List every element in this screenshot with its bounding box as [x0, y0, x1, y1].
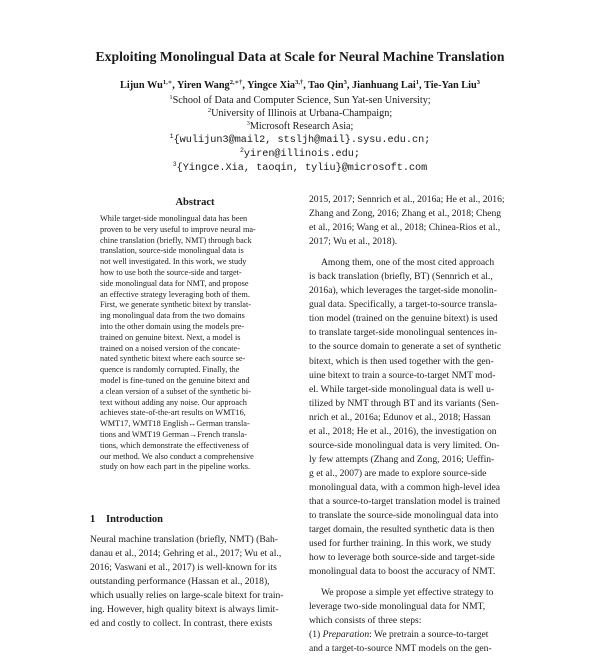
text-line: a clean version of a subset of the synthetic bi-	[100, 386, 251, 396]
text-line: Neural machine translation (briefly, NMT) (Bah-	[90, 534, 278, 545]
text-line: ing monolingual data from the two domains	[100, 311, 245, 321]
text-line: gual data. Specifically, a target-to-source transla-	[309, 299, 498, 311]
email-line-2: $^2$yiren@illinois.edu;	[239, 147, 361, 160]
text-line: 2015, 2017; Sennrich et al., 2016a; He et al., 2016;	[309, 194, 505, 205]
text-line: Among them, one of the most cited approach	[321, 257, 495, 269]
text-line: and a target-to-source NMT models on the gen-	[309, 643, 492, 655]
author-name: Tao Qin	[308, 80, 344, 91]
text-line: outstanding performance (Hassan et al., 2018),	[90, 576, 270, 588]
text-line: into the other domain using the models pre-	[100, 321, 245, 331]
introduction-body	[90, 533, 300, 631]
text-line: nated synthetic bitext where each source se-	[100, 354, 246, 364]
author-affiliation-mark: 3,†	[295, 79, 304, 86]
text-line: tions and WMT19 German→French transla-	[100, 429, 247, 439]
text-line: tion model (trained on the genuine bitext) is used	[309, 313, 498, 325]
text-line: quence is randomly corrupted. Finally, the	[100, 365, 240, 375]
affiliation-1: $^1$School of Data and Computer Science, Sun Yat-sen University;	[169, 94, 431, 106]
text-line: g et al., 2007) are made to explore source-side	[309, 467, 487, 479]
email-line-3: $^3${Yingce.Xia, taoqin, tyliu}@microsoft.com	[172, 161, 428, 174]
text-line: how to leverage both source-side and target-side	[309, 552, 495, 564]
author-affiliation-mark: 3	[343, 79, 347, 86]
text-line: trained on a noised version of the concate-	[100, 343, 240, 353]
author-name: Jianhuang Lai	[351, 80, 416, 91]
author-affiliation-mark: 1,∗	[162, 79, 173, 86]
text-line: trained on genuine bitext. Next, a model is	[100, 332, 241, 342]
text-line: target domain, the resulted synthetic data is then	[309, 524, 495, 536]
author-name: Yiren Wang	[176, 80, 230, 91]
author-affiliation-mark: 2,∗†	[229, 79, 243, 86]
text-line: text without adding any noise. Our approach	[100, 397, 247, 407]
text-line: achieves state-of-the-art results on WMT16,	[100, 408, 246, 418]
text-line: While target-side monolingual data has been	[100, 214, 248, 223]
text-line: 2017; Wu et al., 2018).	[309, 236, 398, 248]
abstract-heading: Abstract	[175, 197, 215, 208]
text-line: (1) Preparation: We pretrain a source-to-target	[309, 629, 489, 641]
text-line: nrich et al., 2016a; Edunov et al., 2018; Hassan	[309, 411, 491, 423]
author-list: Lijun $Wu^{1,∗}$, Yiren Wang$^{2,∗\dagger}$, Yingce Xia$^{3,\dagger}$, Tao Qin$^3$, Jianhuang Lai$^1$, Tie-Yan Liu$^3$	[119, 79, 481, 91]
author-affiliation-mark: 3	[476, 79, 481, 86]
text-line: not well investigated. In this work, we study	[100, 257, 247, 267]
author-name: Yingce Xia	[247, 80, 296, 91]
affiliation-2: $^2$University of Illinois at Urbana-Champaign;	[207, 107, 393, 119]
text-line: translation, source-side monolingual data is	[100, 246, 244, 256]
text-line: which consists of three steps:	[309, 615, 422, 627]
text-line: proven to be very useful to improve neural ma-	[100, 224, 256, 234]
text-line: ed and costly to collect. In contrast, there exists	[90, 618, 273, 630]
section-heading-introduction: 1 Introduction	[90, 514, 163, 525]
text-line: to translate the source-side monolingual data into	[309, 510, 499, 522]
text-line: source-side monolingual data is very limited. On-	[309, 439, 500, 451]
text-line: our method. We also conduct a comprehensive	[100, 451, 254, 461]
email-line-1: $^1${wulijun3@mail2, stsljh@mail}.sysu.edu.cn;	[169, 133, 431, 146]
text-line: is back translation (briefly, BT) (Sennrich et al.,	[309, 271, 493, 283]
abstract-body	[100, 214, 290, 473]
text-line: tions, which demonstrate the effectiveness of	[100, 440, 249, 450]
text-line: leverage two-side monolingual data for NMT,	[309, 601, 486, 613]
text-line: study on how each part in the pipeline works.	[100, 462, 251, 472]
text-line: WMT17, WMT18 English↔German transla-	[100, 419, 250, 429]
text-line: how to use both the source-side and target-	[100, 267, 242, 277]
text-line: to the source domain to generate a set of synthetic	[309, 341, 502, 353]
text-line: et al., 2016; Wang et al., 2018; Chinea-Rios et al.,	[309, 222, 501, 234]
right-column-body	[309, 193, 520, 657]
text-line: danau et al., 2014; Gehring et al., 2017; Wu et al.,	[90, 548, 282, 560]
text-line: model is fine-tuned on the genuine bitext and	[100, 375, 250, 385]
text-line: Zhang and Zong, 2016; Zhang et al., 2018; Cheng	[309, 208, 502, 220]
text-line: that a source-to-target translation model is trained	[309, 495, 501, 507]
affiliation-3: $^3$Microsoft Research Asia;	[246, 120, 354, 132]
text-line: ing. However, high quality bitext is always limit-	[90, 604, 279, 616]
text-line: monolingual data, with a common high-level idea	[309, 481, 501, 493]
text-line: First, we generate synthetic bitext by translat-	[100, 300, 251, 310]
text-line: uine bitext to train a source-to-target NMT mod-	[309, 369, 496, 381]
text-line: side monolingual data for NMT, and propose	[100, 278, 249, 288]
author-name: Lijun Wu	[119, 80, 163, 91]
text-line: 2016; Vaswani et al., 2017) is well-known for its	[90, 562, 277, 574]
text-line: which usually relies on large-scale bitext for train-	[90, 590, 284, 602]
text-line: tilized by NMT through BT and its variants (Sen-	[309, 397, 499, 409]
paper-title: Exploiting Monolingual Data at Scale for Neural Machine Translation	[95, 49, 505, 64]
text-line: bitext, which is then used together with the gen-	[309, 355, 494, 367]
text-line: to translate target-side monolingual sentences in-	[309, 327, 498, 339]
author-name: Tie-Yan Liu	[424, 80, 477, 91]
text-line: chine translation (briefly, NMT) through back	[100, 235, 252, 245]
text-line: 2016a), which leverages the target-side monolin-	[309, 285, 497, 297]
text-line: monolingual data to boost the accuracy of NMT.	[309, 566, 496, 578]
text-line: used for further training. In this work, we study	[309, 538, 492, 550]
text-line: We propose a simple yet effective strategy to	[321, 587, 494, 599]
text-line: an effective strategy leveraging both of them.	[100, 289, 250, 299]
text-line: el. While target-side monolingual data is well u-	[309, 383, 495, 395]
author-affiliation-mark: 1	[415, 79, 420, 86]
text-line: ly few attempts (Zhang and Zong, 2016; Ueffin-	[309, 453, 495, 465]
text-line: et al., 2018; He et al., 2016), the investigation on	[309, 425, 497, 437]
